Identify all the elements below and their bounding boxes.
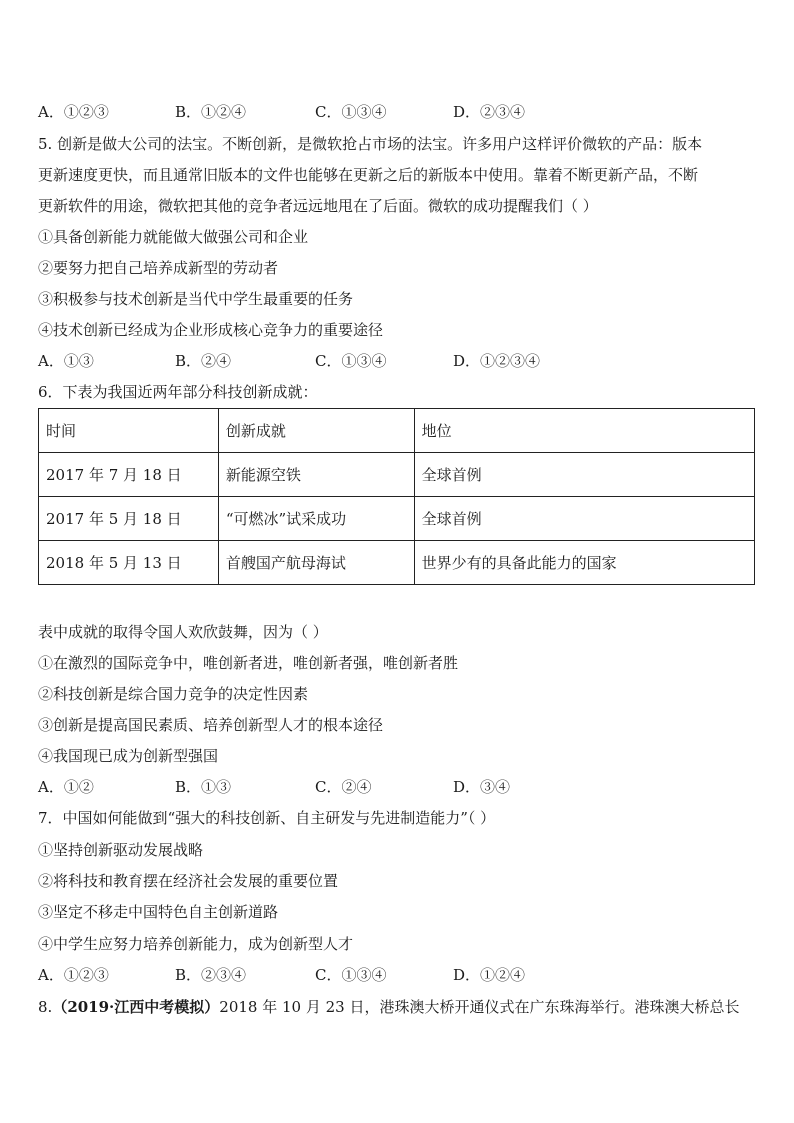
q7-option-c: C．①③④	[315, 966, 387, 984]
table-header-row	[39, 409, 755, 453]
table-row	[39, 453, 755, 497]
table-cell: 2018 年 5 月 13 日	[39, 541, 219, 585]
table-header-cell: 时间	[39, 409, 219, 453]
q7-item-3: ③坚定不移走中国特色自主创新道路	[38, 903, 279, 921]
q6-item-4: ④我国现已成为创新型强国	[38, 747, 219, 765]
table-cell: 2017 年 7 月 18 日	[39, 453, 219, 497]
q5-option-c: C．①③④	[315, 352, 387, 370]
q5-item-3: ③积极参与技术创新是当代中学生最重要的任务	[38, 290, 354, 308]
q6-question: 表中成就的取得令国人欢欣鼓舞，因为（ ）	[38, 623, 328, 641]
q5-item-4: ④技术创新已经成为企业形成核心竞争力的重要途径	[38, 321, 384, 339]
q4-option-d: D．②③④	[453, 103, 526, 121]
q6-item-3: ③创新是提高国民素质、培养创新型人才的根本途径	[38, 716, 384, 734]
q4-options	[38, 102, 598, 122]
q5-stem-line-3: 更新软件的用途，微软把其他的竞争者远远地甩在了后面。微软的成功提醒我们（ ）	[38, 197, 598, 215]
q7-option-d: D．①②④	[453, 966, 526, 984]
table-header-cell: 创新成就	[218, 409, 414, 453]
achievements-table	[38, 408, 755, 585]
table-header-cell: 地位	[414, 409, 754, 453]
q6-option-a: A．①②	[38, 778, 94, 796]
table-cell: 全球首例	[414, 497, 754, 541]
table-cell: “可燃冰”试采成功	[218, 497, 414, 541]
table-cell: 首艘国产航母海试	[218, 541, 414, 585]
table-cell: 世界少有的具备此能力的国家	[414, 541, 754, 585]
q7-item-4: ④中学生应努力培养创新能力，成为创新型人才	[38, 935, 354, 953]
q7-item-2: ②将科技和教育摆在经济社会发展的重要位置	[38, 872, 339, 890]
table-cell: 新能源空铁	[218, 453, 414, 497]
q7-item-1: ①坚持创新驱动发展战略	[38, 841, 204, 859]
q6-stem: 6．下表为我国近两年部分科技创新成就：	[38, 383, 318, 401]
q6-options	[38, 777, 598, 797]
q6-option-c: C．②④	[315, 778, 372, 796]
q4-option-c: C．①③④	[315, 103, 387, 121]
q8-text: 2018 年 10 月 23 日，港珠澳大桥开通仪式在广东珠海举行。港珠澳大桥总长	[219, 998, 740, 1016]
q7-option-a: A．①②③	[38, 966, 109, 984]
table-row	[39, 497, 755, 541]
q5-item-2: ②要努力把自己培养成新型的劳动者	[38, 259, 279, 277]
q6-item-2: ②科技创新是综合国力竞争的决定性因素	[38, 685, 309, 703]
q5-option-b: B．②④	[175, 352, 232, 370]
q7-stem: 7．中国如何能做到“强大的科技创新、自主研发与先进制造能力”（ ）	[38, 809, 496, 827]
q5-stem-line-2: 更新速度更快，而且通常旧版本的文件也能够在更新之后的新版本中使用。靠着不断更新产品，不断	[38, 166, 699, 184]
q8-number: 8.	[38, 998, 53, 1016]
q6-option-d: D．③④	[453, 778, 511, 796]
q6-item-1: ①在激烈的国际竞争中，唯创新者进，唯创新者强，唯创新者胜	[38, 654, 459, 672]
table-cell: 2017 年 5 月 18 日	[39, 497, 219, 541]
q4-option-a: A．①②③	[38, 103, 109, 121]
q8-source: （2019·江西中考模拟）	[52, 998, 220, 1016]
q5-stem-line-1: 5. 创新是做大公司的法宝。不断创新，是微软抢占市场的法宝。许多用户这样评价微软的产品：版本	[38, 135, 703, 153]
q7-option-b: B．②③④	[175, 966, 247, 984]
q8-stem	[38, 997, 740, 1017]
table-row	[39, 541, 755, 585]
q5-option-d: D．①②③④	[453, 352, 541, 370]
q6-option-b: B．①③	[175, 778, 232, 796]
q5-options	[38, 351, 598, 371]
q5-item-1: ①具备创新能力就能做大做强公司和企业	[38, 228, 309, 246]
table-cell: 全球首例	[414, 453, 754, 497]
q5-option-a: A．①③	[38, 352, 94, 370]
q7-options	[38, 965, 598, 985]
q4-option-b: B．①②④	[175, 103, 247, 121]
